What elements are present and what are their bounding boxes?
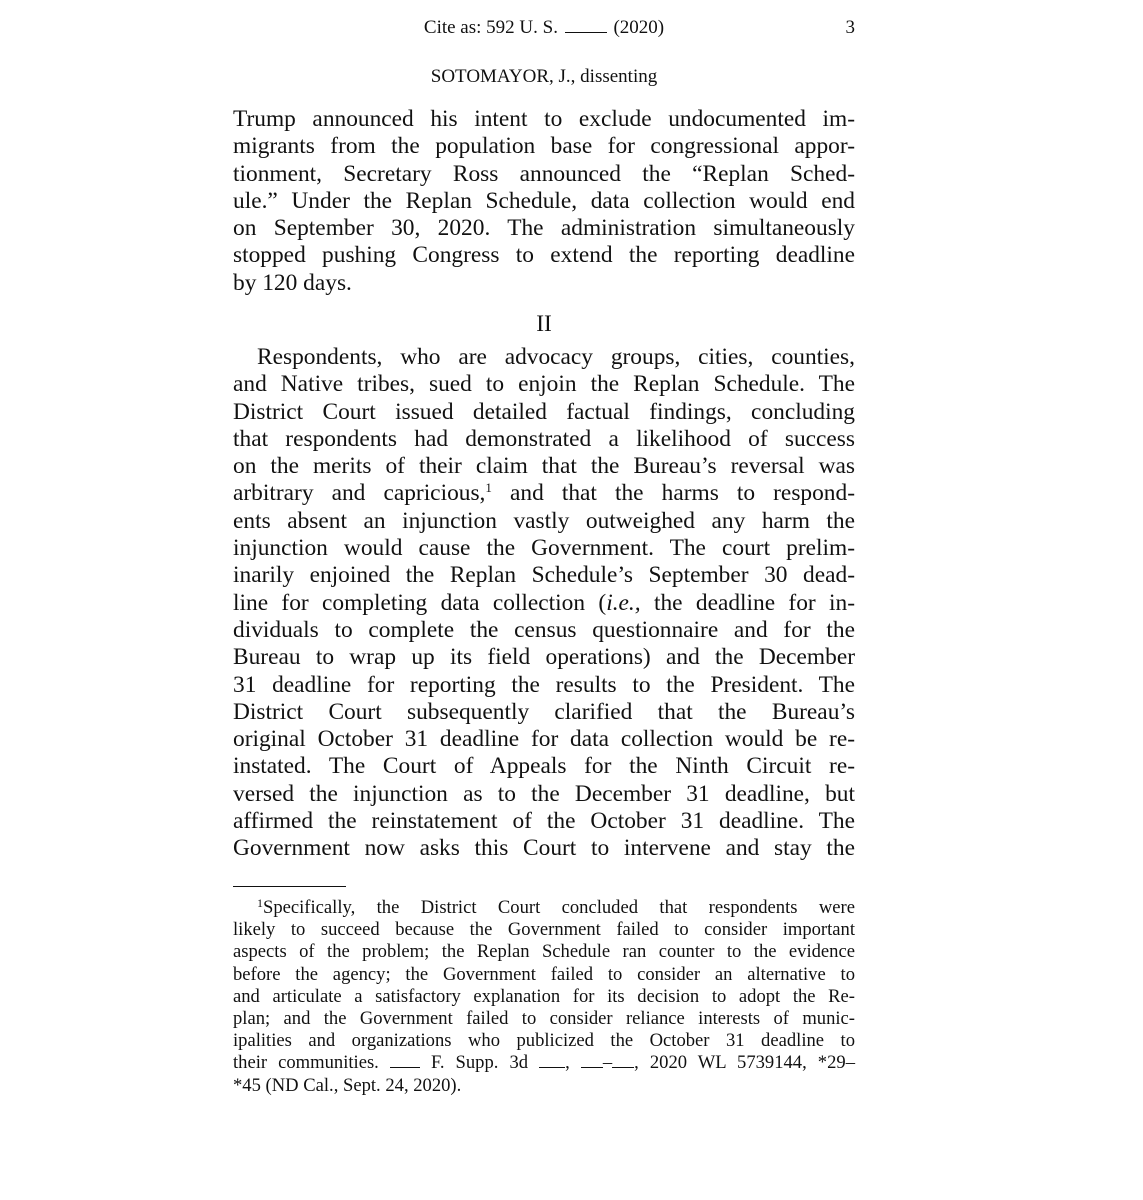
text-segment: arbitrary and capricious, bbox=[233, 480, 486, 507]
text-line bbox=[233, 590, 855, 617]
footnote-line: *45 (ND Cal., Sept. 24, 2020). bbox=[233, 1074, 462, 1096]
text-line: versed the injunction as to the December 31 deadline, but bbox=[233, 780, 855, 807]
text-line: District Court subsequently clarified that the Bureau’s bbox=[233, 698, 855, 725]
italic-segment: i.e., bbox=[606, 589, 641, 616]
footnote-reference[interactable]: 1 bbox=[485, 480, 492, 496]
footnote-line: likely to succeed because the Government failed to consider important bbox=[233, 919, 855, 941]
text-line: on September 30, 2020. The administration simultaneously bbox=[233, 215, 855, 242]
paragraph-2 bbox=[233, 344, 855, 863]
text-segment: , bbox=[565, 1052, 570, 1074]
footnote-line: ipalities and organizations who publicized the October 31 deadline to bbox=[233, 1030, 855, 1052]
footnote-marker: 1 bbox=[257, 896, 263, 910]
text-line: Government now asks this Court to intervene and stay the bbox=[233, 835, 855, 862]
text-line: Respondents, who are advocacy groups, cities, counties, bbox=[257, 344, 855, 370]
author-suffix: , J., dissenting bbox=[549, 66, 658, 87]
text-segment: and that the harms to respond- bbox=[491, 480, 855, 507]
citation-blank bbox=[565, 18, 607, 33]
author-name: SOTOMAYOR bbox=[430, 66, 550, 87]
running-head bbox=[233, 17, 855, 43]
text-line: and Native tribes, sued to enjoin the Replan Schedule. The bbox=[233, 371, 855, 398]
text-line: affirmed the reinstatement of the October 31 deadline. The bbox=[233, 808, 855, 835]
text-segment: – bbox=[602, 1052, 613, 1074]
text-line bbox=[233, 480, 855, 507]
text-segment: the deadline for in- bbox=[640, 589, 856, 616]
footnote-line bbox=[233, 897, 855, 919]
text-line: original October 31 deadline for data collection would be re- bbox=[233, 726, 855, 753]
citation-blank bbox=[539, 1054, 565, 1068]
footnote-line: aspects of the problem; the Replan Schedule ran counter to the evidence bbox=[233, 941, 855, 963]
text-line: stopped pushing Congress to extend the reporting deadline bbox=[233, 242, 855, 269]
text-line: that respondents had demonstrated a likelihood of success bbox=[233, 425, 855, 452]
text-segment: Specifically, the District Court concluded that respondents were bbox=[263, 897, 855, 918]
citation-blank bbox=[581, 1054, 603, 1068]
citation-prefix: Cite as: 592 U. S. bbox=[423, 17, 558, 38]
footnote-line bbox=[233, 1052, 855, 1074]
text-line: ule.” Under the Replan Schedule, data collection would end bbox=[233, 187, 855, 214]
footnote-line: plan; and the Government failed to consider reliance interests of munic- bbox=[233, 1008, 855, 1030]
footnote-line: and articulate a satisfactory explanation for its decision to adopt the Re- bbox=[233, 985, 855, 1007]
citation-line bbox=[233, 17, 855, 39]
section-heading: II bbox=[536, 311, 552, 337]
text-line: Trump announced his intent to exclude undocumented im- bbox=[233, 106, 855, 132]
paragraph-1 bbox=[233, 106, 855, 297]
page-number: 3 bbox=[845, 17, 855, 38]
footnote-line: before the agency; the Government failed to consider an alternative to bbox=[233, 963, 855, 985]
text-line: tionment, Secretary Ross announced the “Replan Sched- bbox=[233, 160, 855, 187]
citation-blank bbox=[390, 1054, 420, 1068]
text-line: inarily enjoined the Replan Schedule’s September 30 dead- bbox=[233, 562, 855, 589]
text-line: instated. The Court of Appeals for the Ninth Circuit re- bbox=[233, 753, 855, 780]
text-line: District Court issued detailed factual findings, concluding bbox=[233, 398, 855, 425]
text-line: on the merits of their claim that the Bureau’s reversal was bbox=[233, 453, 855, 480]
citation-blank bbox=[612, 1054, 634, 1068]
text-line: dividuals to complete the census questionnaire and for the bbox=[233, 616, 855, 643]
text-segment: , 2020 WL 5739144, *29– bbox=[634, 1052, 855, 1074]
footnote-1 bbox=[233, 897, 855, 1097]
text-segment: line for completing data collection ( bbox=[233, 589, 607, 616]
text-segment: their communities. bbox=[233, 1052, 379, 1074]
text-line: by 120 days. bbox=[233, 269, 352, 296]
text-line: Bureau to wrap up its field operations) and the December bbox=[233, 644, 855, 671]
text-line: ents absent an injunction vastly outweighed any harm the bbox=[233, 507, 855, 534]
author-line bbox=[233, 66, 855, 88]
text-line: injunction would cause the Government. The court prelim- bbox=[233, 535, 855, 562]
text-line: 31 deadline for reporting the results to the President. The bbox=[233, 671, 855, 698]
citation-year: (2020) bbox=[613, 17, 665, 38]
footnote-divider bbox=[233, 886, 346, 887]
text-line: migrants from the population base for congressional appor- bbox=[233, 133, 855, 160]
text-segment: F. Supp. 3d bbox=[430, 1052, 529, 1074]
